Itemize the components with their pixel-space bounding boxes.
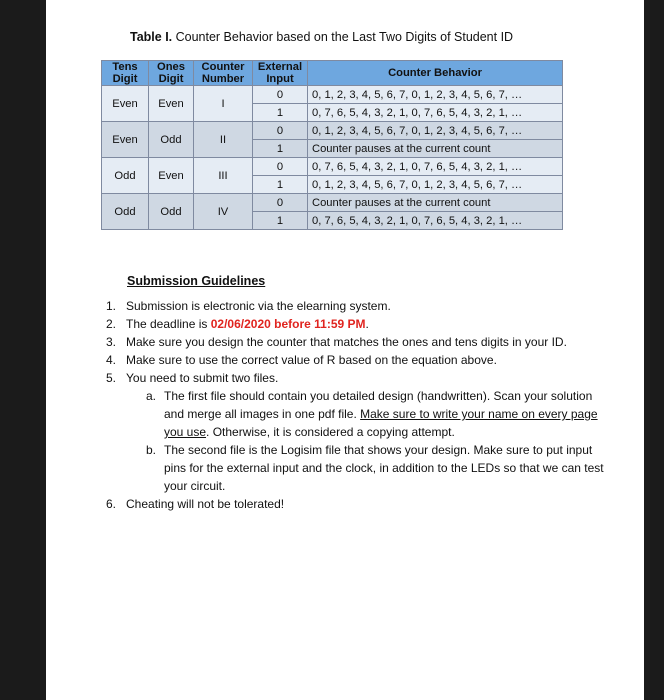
behavior-cell: 0, 7, 6, 5, 4, 3, 2, 1, 0, 7, 6, 5, 4, 3, 2, 1, … [308,104,563,122]
list-text: Submission is electronic via the elearning system. [126,299,391,313]
list-item [106,351,606,369]
list-item [106,333,606,351]
ones-digit-cell: Odd [149,122,194,158]
list-number: 1. [106,299,117,313]
external-input-cell: 0 [253,158,308,176]
list-item [106,315,606,333]
counter-number-cell: IV [194,194,253,230]
behavior-cell: 0, 1, 2, 3, 4, 5, 6, 7, 0, 1, 2, 3, 4, 5, 6, 7, … [308,86,563,104]
list-text: The first file should contain you detailed design (handwritten). Scan your solution and merge all images in one pdf file. [164,389,593,421]
sub-list [126,387,606,495]
list-item [106,369,606,495]
list-number: 5. [106,371,117,385]
sub-list-item [146,441,606,495]
header-counter-behavior: Counter Behavior [308,61,563,86]
tens-digit-cell: Even [102,122,149,158]
table-row [102,158,563,176]
list-text: Make sure to use the correct value of R based on the equation above. [126,353,497,367]
table-title-number: Table I. [130,30,173,44]
list-text: . [365,317,369,331]
table-row [102,194,563,212]
sub-list-letter: b. [146,443,157,457]
ones-digit-cell: Even [149,158,194,194]
counter-behavior-table [101,60,563,230]
document-page [46,0,644,700]
list-number: 2. [106,317,117,331]
header-tens-digit: Tens Digit [102,61,149,86]
list-text: . Otherwise, it is considered a copying attempt. [206,425,455,439]
tens-digit-cell: Odd [102,158,149,194]
table-row [102,86,563,104]
header-external-input: External Input [253,61,308,86]
guidelines-list [106,297,606,513]
behavior-cell: 0, 1, 2, 3, 4, 5, 6, 7, 0, 1, 2, 3, 4, 5, 6, 7, … [308,176,563,194]
external-input-cell: 1 [253,176,308,194]
table-header-row [102,61,563,86]
behavior-cell: Counter pauses at the current count [308,140,563,158]
ones-digit-cell: Even [149,86,194,122]
external-input-cell: 1 [253,212,308,230]
list-item [106,297,606,315]
list-text: Make sure you design the counter that matches the ones and tens digits in your ID. [126,335,567,349]
list-text: The second file is the Logisim file that shows your design. Make sure to put input pins for the external input and the clock, in addition to the LEDs so that we can test your circuit. [164,443,604,493]
table-title-text: Counter Behavior based on the Last Two Digits of Student ID [172,30,514,44]
behavior-cell: 0, 7, 6, 5, 4, 3, 2, 1, 0, 7, 6, 5, 4, 3, 2, 1, … [308,212,563,230]
list-text: Cheating will not be tolerated! [126,497,285,511]
deadline-text: 02/06/2020 before 11:59 PM [210,317,366,331]
tens-digit-cell: Even [102,86,149,122]
external-input-cell: 0 [253,86,308,104]
table-row [102,122,563,140]
external-input-cell: 1 [253,140,308,158]
counter-number-cell: I [194,86,253,122]
counter-number-cell: III [194,158,253,194]
sub-list-item [146,387,606,441]
underlined-text: Make sure to write your name on every page you use [164,407,598,439]
ones-digit-cell: Odd [149,194,194,230]
external-input-cell: 0 [253,122,308,140]
list-number: 3. [106,335,117,349]
behavior-cell: 0, 7, 6, 5, 4, 3, 2, 1, 0, 7, 6, 5, 4, 3, 2, 1, … [308,158,563,176]
header-counter-number: Counter Number [194,61,253,86]
external-input-cell: 0 [253,194,308,212]
list-text: The deadline is [126,317,211,331]
sub-list-letter: a. [146,389,157,403]
list-number: 4. [106,353,117,367]
table-title [130,30,513,44]
behavior-cell: Counter pauses at the current count [308,194,563,212]
list-item [106,495,606,513]
list-number: 6. [106,497,117,511]
list-text: You need to submit two files. [126,371,279,385]
submission-guidelines-heading: Submission Guidelines [127,274,266,288]
external-input-cell: 1 [253,104,308,122]
header-ones-digit: Ones Digit [149,61,194,86]
counter-number-cell: II [194,122,253,158]
behavior-cell: 0, 1, 2, 3, 4, 5, 6, 7, 0, 1, 2, 3, 4, 5, 6, 7, … [308,122,563,140]
tens-digit-cell: Odd [102,194,149,230]
